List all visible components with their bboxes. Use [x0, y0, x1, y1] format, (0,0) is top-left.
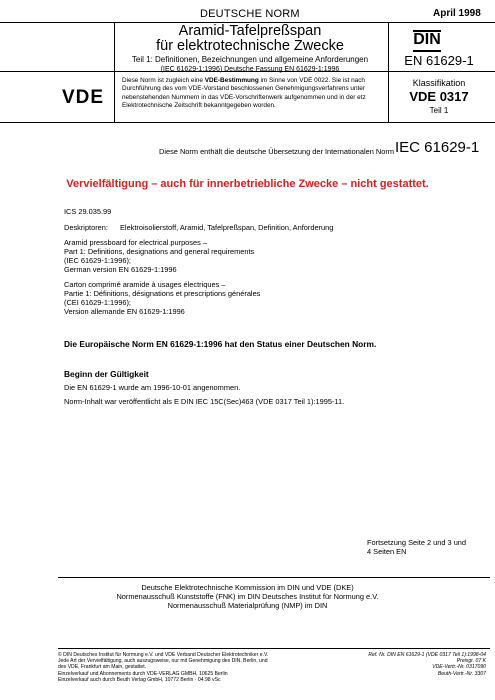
english-line: Aramid pressboard for electrical purposes – [64, 238, 207, 247]
french-line: Partie 1: Définitions, désignations et prescriptions générales [64, 289, 261, 298]
norm-label: DEUTSCHE NORM [200, 8, 300, 20]
title-line-3: Teil 1: Definitionen, Bezeichnungen und allgemeine Anforderungen [131, 55, 369, 64]
reference-line: Preisgr. 07 K [456, 658, 486, 665]
issue-date: April 1998 [433, 8, 481, 19]
din-logo: DIN [413, 30, 441, 52]
reference-line: Beuth-Vertr.-Nr. 3307 [437, 670, 486, 677]
title-block [115, 24, 385, 74]
beginn-heading: Beginn der Gültigkeit [64, 369, 149, 379]
english-title-block [64, 238, 254, 274]
vde-rule [0, 122, 495, 123]
iec-number: IEC 61629-1 [395, 139, 480, 156]
copy-warning: Vervielfältigung – auch für innerbetriebliche Zwecke – nicht gestattet. [66, 178, 429, 190]
reference-line: VDE-Vertr.-Nr. 0317090 [432, 664, 486, 671]
footer-rule [58, 648, 490, 649]
french-title-block [64, 280, 260, 316]
copyright-line: © DIN Deutsches Institut für Normung e.V. und VDE Verband Deutscher Elektrotechniker e.V. [58, 652, 269, 658]
vde-statement [122, 77, 386, 111]
norminhalt-text: Norm-Inhalt war veröffentlicht als E DIN IEC 15C(Sec)463 (VDE 0317 Teil 1):1995-11. [64, 397, 345, 406]
klassifikation-label: Klassifikation [412, 78, 466, 88]
english-line: (IEC 61629-1:1996); [64, 256, 131, 265]
french-line: (CEI 61629-1:1996); [64, 298, 131, 307]
reference-line: Ref. Nr. DIN EN 61629-1 (VDE 0317 Teil 1):1998-04 [368, 652, 486, 658]
kommission-line: Normenausschuß Kunststoffe (FNK) im DIN Deutsches Institut für Normung e.V. [116, 592, 379, 601]
reference-block [330, 652, 486, 677]
kommission-line: Normenausschuß Materialprüfung (NMP) im DIN [167, 601, 328, 610]
continuation-note [367, 538, 466, 556]
vde-text-before: Diese Norm ist zugleich eine [122, 77, 205, 84]
french-line: Carton comprimé aramide à usages électriques – [64, 280, 226, 289]
continuation-line: 4 Seiten EN [367, 547, 407, 556]
copyright-line: Einzelverkauf und Abonnements durch VDE-VERLAG GMBH, 10625 Berlin [58, 670, 228, 677]
vde-logo: VDE [62, 87, 105, 108]
copyright-block [58, 652, 333, 683]
kommission-line: Deutsche Elektrotechnische Kommission im DIN und VDE (DKE) [141, 583, 354, 592]
vde-text-after: im Sinne von VDE 0022. Sie ist nach Durchführung des vom VDE-Vorstand beschlossenen Genehmigungsverfahrens unter nebenstehenden Nummern in das VDE-Vorschriftenwerk aufgenommen und in der etz Elektrotechnische Zeitschrift bekanntgegeben worden. [122, 77, 366, 110]
title-line-2: für elektrotechnische Zwecke [156, 38, 344, 54]
angenommen-text: Die EN 61629-1 wurde am 1996-10-01 angenommen. [64, 383, 241, 392]
copyright-line: Jede Art der Vervielfältigung, auch auszugsweise, nur mit Genehmigung des DIN, Berlin, und [58, 658, 268, 665]
title-line-1: Aramid-Tafelpreßspan [178, 23, 322, 39]
title-line-4: (IEC 61629-1:1996) Deutsche Fassung EN 61629-1:1996 [160, 66, 340, 73]
din-number: EN 61629-1 [404, 53, 474, 68]
ics-code: ICS 29.035.99 [64, 207, 112, 216]
vde-classification: VDE 0317 [409, 89, 469, 104]
intl-norm-text: Diese Norm enthält die deutsche Übersetzung der Internationalen Norm [159, 147, 394, 156]
vde-part: Teil 1 [429, 106, 449, 115]
english-line: Part 1: Definitions, designations and general requirements [64, 247, 255, 256]
deskriptoren-label: Deskriptoren: [64, 223, 108, 232]
french-line: Version allemande EN 61629-1:1996 [64, 307, 185, 316]
status-statement: Die Europäische Norm EN 61629-1:1996 hat den Status einer Deutschen Norm. [64, 339, 377, 349]
continuation-line: Fortsetzung Seite 2 und 3 und [367, 538, 467, 547]
vde-text-bold: VDE-Bestimmung [204, 77, 259, 84]
copyright-line: des VDE, Frankfurt am Main, gestattet. [58, 664, 147, 671]
english-line: German version EN 61629-1:1996 [64, 265, 177, 274]
copyright-line: Einzelverkauf auch durch Beuth Verlag GmbH, 10772 Berlin · 04.98 vSc [58, 676, 221, 683]
deskriptoren-value: Elektroisolierstoff, Aramid, Tafelpreßspan, Definition, Anforderung [120, 223, 334, 232]
kommission-block [0, 583, 495, 610]
kommission-rule [58, 577, 490, 578]
